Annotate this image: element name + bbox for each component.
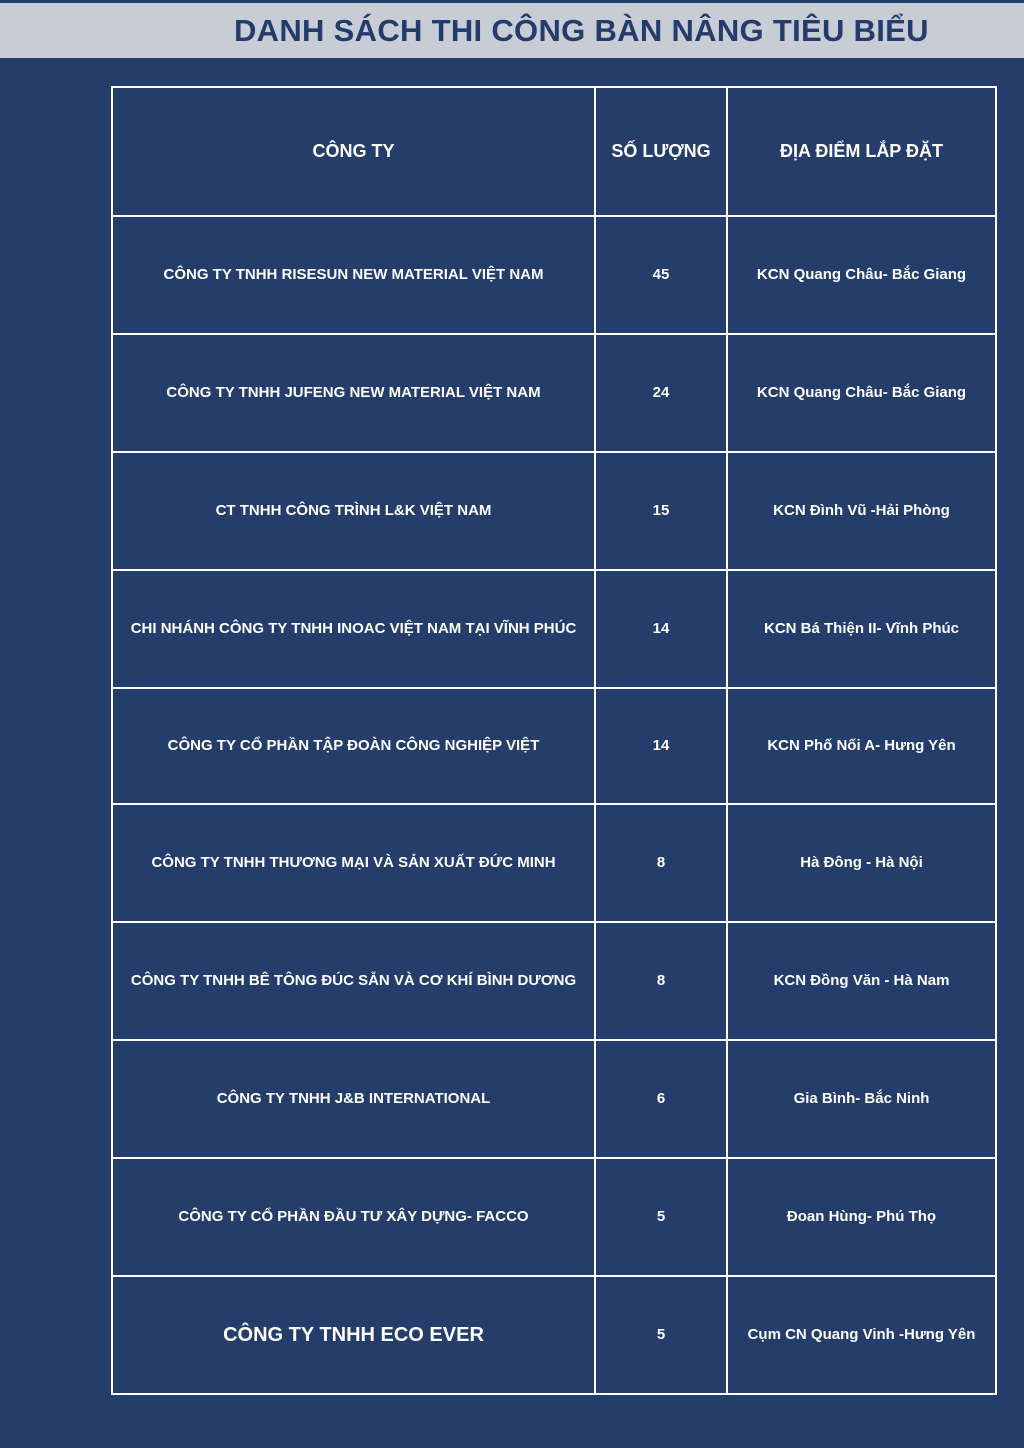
quantity-cell: 45 [595,216,727,334]
location-cell: KCN Quang Châu- Bắc Giang [727,216,996,334]
table-row [112,452,996,570]
table-header-row [112,87,996,216]
column-header-company: CÔNG TY [112,87,595,216]
company-cell: CT TNHH CÔNG TRÌNH L&K VIỆT NAM [112,452,595,570]
company-cell: CÔNG TY TNHH JUFENG NEW MATERIAL VIỆT NAM [112,334,595,452]
company-cell: CÔNG TY TNHH BÊ TÔNG ĐÚC SẴN VÀ CƠ KHÍ BÌNH DƯƠNG [112,922,595,1040]
quantity-cell: 6 [595,1040,727,1158]
quantity-cell: 14 [595,688,727,804]
quantity-cell: 15 [595,452,727,570]
header-band [0,0,1024,58]
table-row [112,804,996,922]
company-cell: CÔNG TY CỔ PHẦN TẬP ĐOÀN CÔNG NGHIỆP VIỆT [112,688,595,804]
location-cell: KCN Đồng Văn - Hà Nam [727,922,996,1040]
company-cell: CÔNG TY TNHH J&B INTERNATIONAL [112,1040,595,1158]
table-row [112,1040,996,1158]
location-cell: Hà Đông - Hà Nội [727,804,996,922]
installation-table-container [111,86,997,1395]
table-row [112,1276,996,1394]
location-cell: Gia Bình- Bắc Ninh [727,1040,996,1158]
table-row [112,334,996,452]
quantity-cell: 8 [595,804,727,922]
company-cell: CÔNG TY CỔ PHẦN ĐẦU TƯ XÂY DỰNG- FACCO [112,1158,595,1276]
installation-table [111,86,997,1395]
table-row [112,570,996,688]
quantity-cell: 8 [595,922,727,1040]
company-cell: CHI NHÁNH CÔNG TY TNHH INOAC VIỆT NAM TẠI VĨNH PHÚC [112,570,595,688]
quantity-cell: 5 [595,1158,727,1276]
page-title: DANH SÁCH THI CÔNG BÀN NÂNG TIÊU BIỂU [234,13,929,48]
table-row [112,1158,996,1276]
table-row [112,688,996,804]
quantity-cell: 24 [595,334,727,452]
location-cell: KCN Quang Châu- Bắc Giang [727,334,996,452]
table-row [112,922,996,1040]
column-header-location: ĐỊA ĐIỂM LẮP ĐẶT [727,87,996,216]
company-cell: CÔNG TY TNHH RISESUN NEW MATERIAL VIỆT NAM [112,216,595,334]
location-cell: KCN Bá Thiện II- Vĩnh Phúc [727,570,996,688]
company-cell: CÔNG TY TNHH THƯƠNG MẠI VÀ SẢN XUẤT ĐỨC MINH [112,804,595,922]
location-cell: KCN Đình Vũ -Hải Phòng [727,452,996,570]
location-cell: Cụm CN Quang Vinh -Hưng Yên [727,1276,996,1394]
column-header-quantity: SỐ LƯỢNG [595,87,727,216]
location-cell: KCN Phố Nối A- Hưng Yên [727,688,996,804]
quantity-cell: 5 [595,1276,727,1394]
table-row [112,216,996,334]
location-cell: Đoan Hùng- Phú Thọ [727,1158,996,1276]
company-cell: CÔNG TY TNHH ECO EVER [112,1276,595,1394]
quantity-cell: 14 [595,570,727,688]
